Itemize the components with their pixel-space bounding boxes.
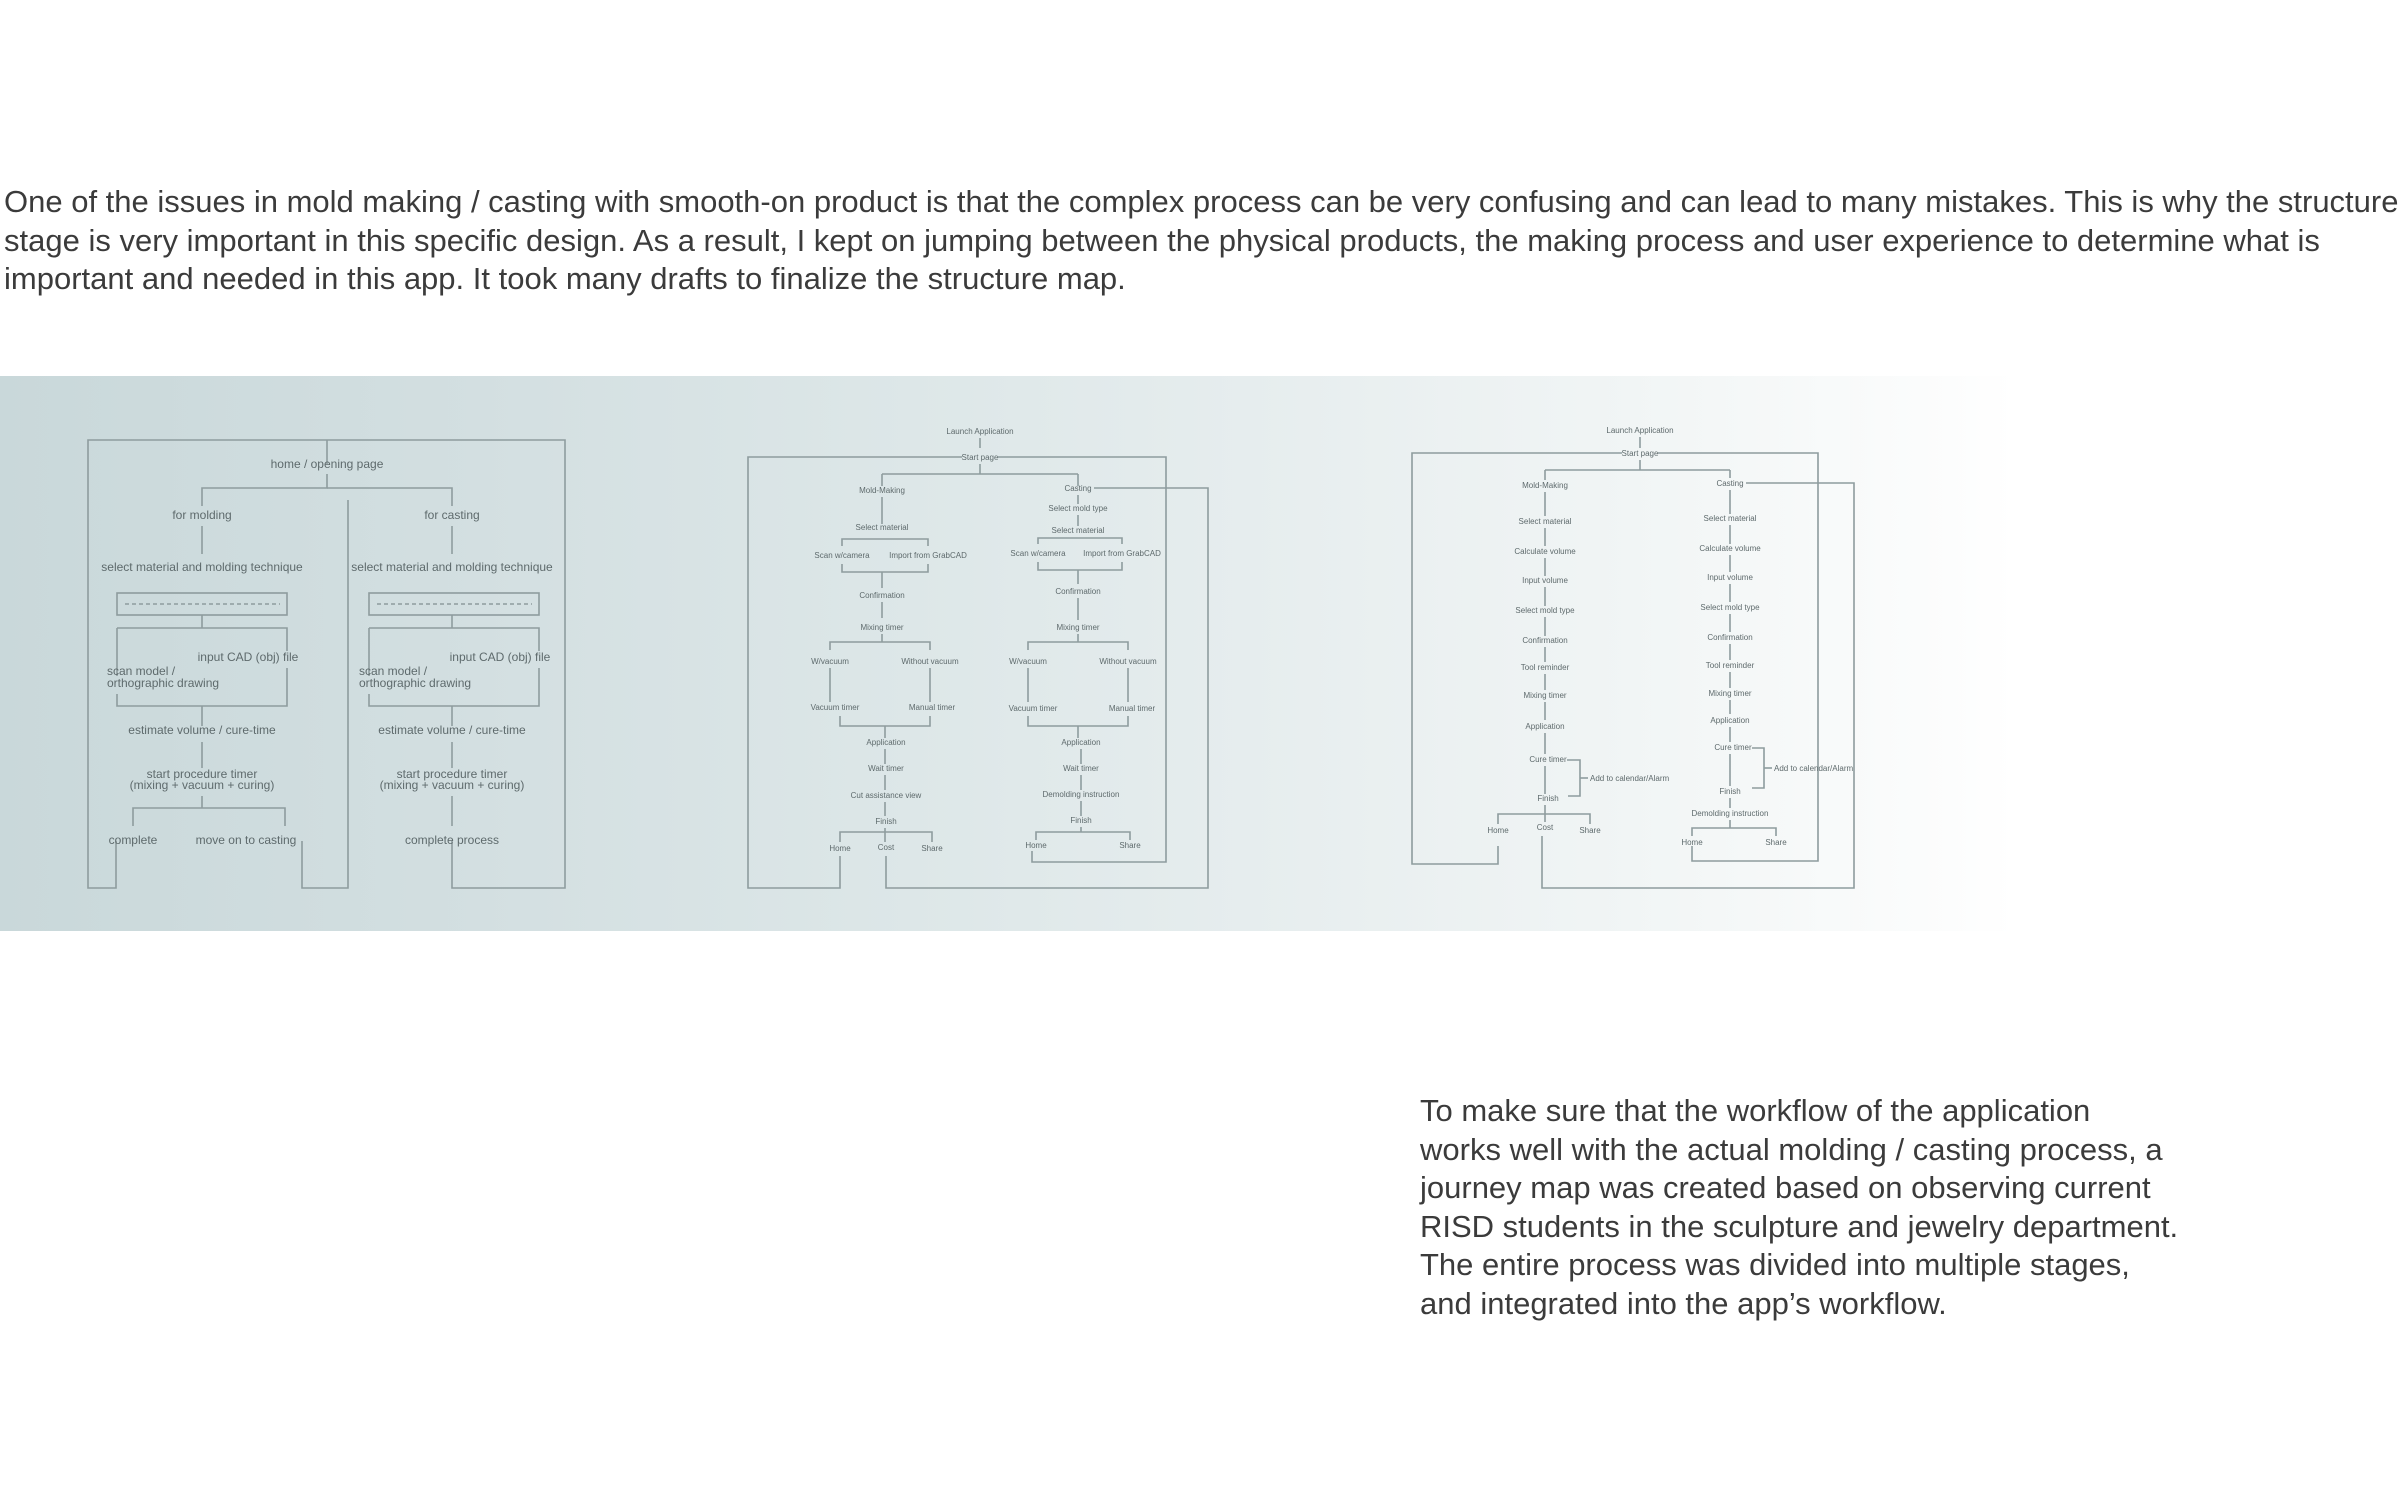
d3-tool-reminder-left: Tool reminder	[1520, 663, 1570, 672]
d3-start-page: Start page	[1621, 449, 1659, 458]
d2-cost: Cost	[877, 843, 895, 852]
structure-drafts-band	[0, 376, 2400, 931]
d3-cure-timer-left: Cure timer	[1529, 755, 1567, 764]
d2-home-left: Home	[829, 844, 851, 853]
d3-input-volume-left: Input volume	[1522, 576, 1568, 585]
d1-select-material-right: select material and molding technique	[351, 560, 553, 574]
d1-for-molding: for molding	[172, 508, 232, 522]
d1-start-timer-right-1: start procedure timer	[396, 767, 508, 781]
d2-application-right: Application	[1061, 738, 1101, 747]
d2-vacuum-timer-right: Vacuum timer	[1008, 704, 1058, 713]
d2-scan-left: Scan w/camera	[814, 551, 870, 560]
d3-calculate-volume-right: Calculate volume	[1699, 544, 1761, 553]
d3-mixing-timer-left: Mixing timer	[1523, 691, 1567, 700]
journey-map-paragraph	[1420, 1092, 2210, 1323]
d3-add-calendar-left: Add to calendar/Alarm	[1590, 774, 1670, 783]
d3-application-right: Application	[1710, 716, 1750, 725]
d1-scan-model-right-2: orthographic drawing	[359, 676, 472, 690]
d3-mold-making: Mold-Making	[1522, 481, 1568, 490]
d1-input-cad-left: input CAD (obj) file	[197, 650, 299, 664]
d3-finish-right: Finish	[1719, 787, 1741, 796]
d2-launch: Launch Application	[946, 427, 1014, 436]
d1-scan-model-right-1: scan model /	[359, 664, 428, 678]
d3-cure-timer-right: Cure timer	[1714, 743, 1752, 752]
structure-map-draft-3	[1412, 426, 1854, 888]
d3-calculate-volume-left: Calculate volume	[1514, 547, 1576, 556]
d2-cut-assistance: Cut assistance view	[850, 791, 922, 800]
d1-for-casting: for casting	[424, 508, 480, 522]
structure-map-drafts	[0, 376, 2400, 931]
d2-wait-timer-left: Wait timer	[868, 764, 904, 773]
d2-start-page: Start page	[961, 453, 999, 462]
d2-select-material-left: Select material	[855, 523, 909, 532]
d2-casting: Casting	[1064, 484, 1092, 493]
d2-import-left: Import from GrabCAD	[889, 551, 967, 560]
d1-start-timer-left-1: start procedure timer	[146, 767, 258, 781]
d1-home: home / opening page	[270, 457, 384, 471]
d2-share-left: Share	[921, 844, 943, 853]
d1-complete: complete	[108, 833, 158, 847]
structure-map-draft-1	[88, 440, 565, 888]
d3-home-right: Home	[1681, 838, 1703, 847]
d3-input-volume-right: Input volume	[1707, 573, 1753, 582]
d2-manual-timer-left: Manual timer	[908, 703, 956, 712]
d2-mixing-timer-right: Mixing timer	[1056, 623, 1100, 632]
d1-complete-process: complete process	[404, 833, 500, 847]
d2-select-material-right: Select material	[1051, 526, 1105, 535]
d1-start-timer-left-2: (mixing + vacuum + curing)	[129, 778, 275, 792]
d2-demolding: Demolding instruction	[1042, 790, 1120, 799]
d2-mold-making: Mold-Making	[859, 486, 905, 495]
d2-finish-right: Finish	[1070, 816, 1092, 825]
d3-select-material-left: Select material	[1518, 517, 1572, 526]
d3-select-material-right: Select material	[1703, 514, 1757, 523]
journey-line-4: RISD students in the sculpture and jewelry department.	[1420, 1208, 2179, 1244]
d2-scan-right: Scan w/camera	[1010, 549, 1066, 558]
d3-share-left: Share	[1579, 826, 1601, 835]
d2-finish-left: Finish	[875, 817, 897, 826]
journey-line-3: journey map was created based on observing current	[1420, 1170, 2151, 1205]
d2-confirmation-left: Confirmation	[859, 591, 905, 600]
d2-import-right: Import from GrabCAD	[1083, 549, 1161, 558]
d3-mixing-timer-right: Mixing timer	[1708, 689, 1752, 698]
d2-select-mold-type: Select mold type	[1048, 504, 1108, 513]
d3-add-calendar-right: Add to calendar/Alarm	[1774, 764, 1854, 773]
d1-scan-model-left-2: orthographic drawing	[107, 676, 220, 690]
d1-select-material-left: select material and molding technique	[101, 560, 303, 574]
d3-cost: Cost	[1536, 823, 1554, 832]
d2-application-left: Application	[866, 738, 906, 747]
d3-home-left: Home	[1487, 826, 1509, 835]
d3-tool-reminder-right: Tool reminder	[1705, 661, 1755, 670]
d3-share-right: Share	[1765, 838, 1787, 847]
d2-wait-timer-right: Wait timer	[1063, 764, 1099, 773]
d2-mixing-timer-left: Mixing timer	[860, 623, 904, 632]
d3-confirmation-right: Confirmation	[1707, 633, 1753, 642]
d2-manual-timer-right: Manual timer	[1108, 704, 1156, 713]
intro-paragraph: One of the issues in mold making / casting with smooth-on product is that the complex process can be very confusing and can lead to many mistakes. This is why the structure stage is very important in this specific design. As a result, I kept on jumping between the physical products, the making process and user experience to determine what is important and needed in this app. It took many drafts to finalize the structure map.	[4, 184, 2399, 296]
d2-w-vacuum-left: W/vacuum	[811, 657, 849, 666]
structure-map-draft-2	[748, 427, 1208, 888]
d3-finish-left: Finish	[1537, 794, 1559, 803]
d3-select-mold-type-left: Select mold type	[1515, 606, 1575, 615]
d1-start-timer-right-2: (mixing + vacuum + curing)	[379, 778, 525, 792]
d3-casting: Casting	[1716, 479, 1744, 488]
journey-line-1: To make sure that the workflow of the application	[1420, 1093, 2091, 1128]
d2-without-vacuum-right: Without vacuum	[1099, 657, 1157, 666]
journey-line-6: and integrated into the app’s workflow.	[1420, 1285, 1947, 1321]
d2-confirmation-right: Confirmation	[1055, 587, 1101, 596]
d3-confirmation-left: Confirmation	[1522, 636, 1568, 645]
d3-launch: Launch Application	[1606, 426, 1674, 435]
d1-scan-model-left-1: scan model /	[107, 664, 176, 678]
d1-input-cad-right: input CAD (obj) file	[449, 650, 551, 664]
d3-select-mold-type-right: Select mold type	[1700, 603, 1760, 612]
d2-w-vacuum-right: W/vacuum	[1009, 657, 1047, 666]
d3-demolding: Demolding instruction	[1691, 809, 1769, 818]
d2-share-right: Share	[1119, 841, 1141, 850]
d2-vacuum-timer-left: Vacuum timer	[810, 703, 860, 712]
journey-line-2: works well with the actual molding / casting process, a	[1420, 1131, 2163, 1167]
d1-estimate-left: estimate volume / cure-time	[128, 723, 276, 737]
d2-without-vacuum-left: Without vacuum	[901, 657, 959, 666]
d1-estimate-right: estimate volume / cure-time	[378, 723, 526, 737]
d2-home-right: Home	[1025, 841, 1047, 850]
journey-line-5: The entire process was divided into multiple stages,	[1420, 1247, 2130, 1282]
d1-move-on: move on to casting	[195, 833, 297, 847]
d3-application-left: Application	[1525, 722, 1565, 731]
